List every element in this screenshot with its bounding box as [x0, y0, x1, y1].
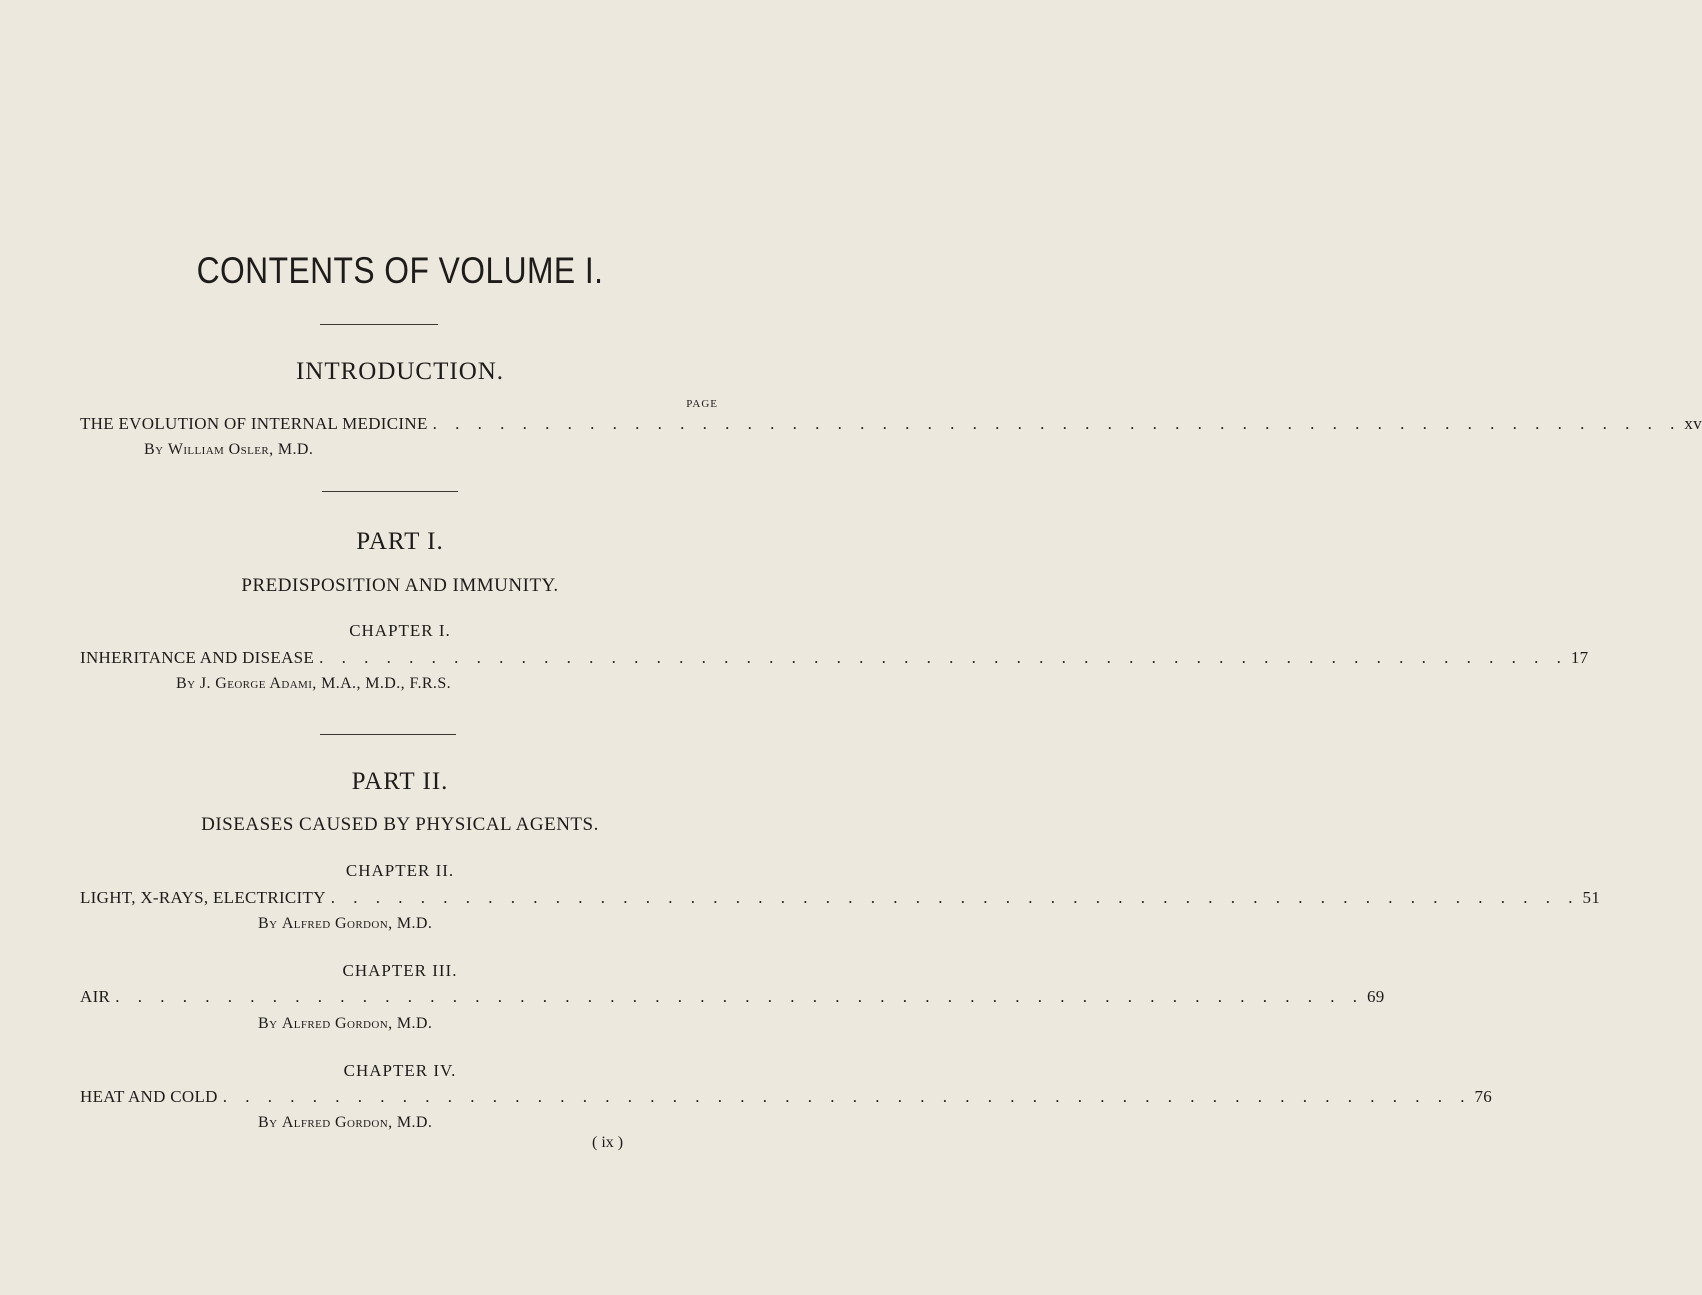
- toc-entry-heat-cold[interactable]: [80, 1087, 1493, 1111]
- divider: [320, 734, 456, 735]
- dot-leader: . . . . . . . . . . . . . . . . . . . . . . . . . . . . . . . . . . . . . . . . . . . . . . . . . . . . . . . .: [319, 648, 1568, 667]
- dot-leader: . . . . . . . . . . . . . . . . . . . . . . . . . . . . . . . . . . . . . . . . . . . . . . . . . . . . . . . .: [222, 1087, 1472, 1106]
- entry-author: [258, 915, 432, 933]
- entry-author: [144, 441, 313, 459]
- entry-page: 69: [1366, 987, 1385, 1006]
- page-title: CONTENTS OF VOLUME I.: [196, 250, 604, 291]
- toc-entry-inheritance[interactable]: [80, 648, 1589, 672]
- author-prefix: By: [176, 675, 196, 692]
- entry-title: THE EVOLUTION OF INTERNAL MEDICINE: [80, 414, 428, 433]
- part2-heading: PART II.: [351, 768, 449, 795]
- introduction-heading: INTRODUCTION.: [295, 358, 505, 385]
- toc-entry-light-xrays[interactable]: [80, 888, 1601, 912]
- chapter-label: CHAPTER II.: [345, 861, 455, 880]
- entry-page: 76: [1474, 1087, 1493, 1106]
- part2-subtitle: DISEASES CAUSED BY PHYSICAL AGENTS.: [201, 814, 599, 835]
- entry-page: 17: [1570, 648, 1589, 667]
- author-name: J. George Adami, M.A., M.D., F.R.S.: [199, 675, 452, 692]
- entry-title: INHERITANCE AND DISEASE: [80, 648, 315, 667]
- author-name: Alfred Gordon, M.D.: [281, 915, 433, 932]
- toc-entry-evolution[interactable]: [80, 414, 1702, 438]
- chapter-label: CHAPTER I.: [349, 621, 451, 640]
- author-name: Alfred Gordon, M.D.: [281, 1114, 433, 1131]
- entry-title: AIR: [80, 987, 111, 1006]
- entry-title: LIGHT, X-RAYS, ELECTRICITY: [80, 888, 326, 907]
- author-prefix: By: [258, 1015, 278, 1032]
- entry-author: [258, 1015, 432, 1033]
- chapter-label: CHAPTER III.: [342, 961, 458, 980]
- chapter-label: CHAPTER IV.: [343, 1061, 457, 1080]
- dot-leader: . . . . . . . . . . . . . . . . . . . . . . . . . . . . . . . . . . . . . . . . . . . . . . . . . . . . . . . .: [432, 414, 1682, 433]
- entry-title: HEAT AND COLD: [80, 1087, 218, 1106]
- author-prefix: By: [144, 441, 164, 458]
- author-prefix: By: [258, 1114, 278, 1131]
- entry-page: xv: [1684, 414, 1702, 433]
- divider: [322, 491, 458, 492]
- page-column-label: PAGE: [686, 398, 718, 410]
- entry-author: [258, 1114, 432, 1132]
- page-folio: ( ix ): [592, 1134, 624, 1151]
- divider: [320, 324, 438, 325]
- author-name: Alfred Gordon, M.D.: [281, 1015, 433, 1032]
- dot-leader: . . . . . . . . . . . . . . . . . . . . . . . . . . . . . . . . . . . . . . . . . . . . . . . . . . . . . . . .: [330, 888, 1580, 907]
- part1-subtitle: PREDISPOSITION AND IMMUNITY.: [241, 575, 559, 596]
- author-prefix: By: [258, 915, 278, 932]
- dot-leader: . . . . . . . . . . . . . . . . . . . . . . . . . . . . . . . . . . . . . . . . . . . . . . . . . . . . . . . .: [115, 987, 1364, 1006]
- toc-entry-air[interactable]: [80, 987, 1385, 1011]
- author-name: William Osler, M.D.: [167, 441, 314, 458]
- part1-heading: PART I.: [356, 528, 444, 555]
- entry-author: [176, 675, 451, 693]
- entry-page: 51: [1582, 888, 1601, 907]
